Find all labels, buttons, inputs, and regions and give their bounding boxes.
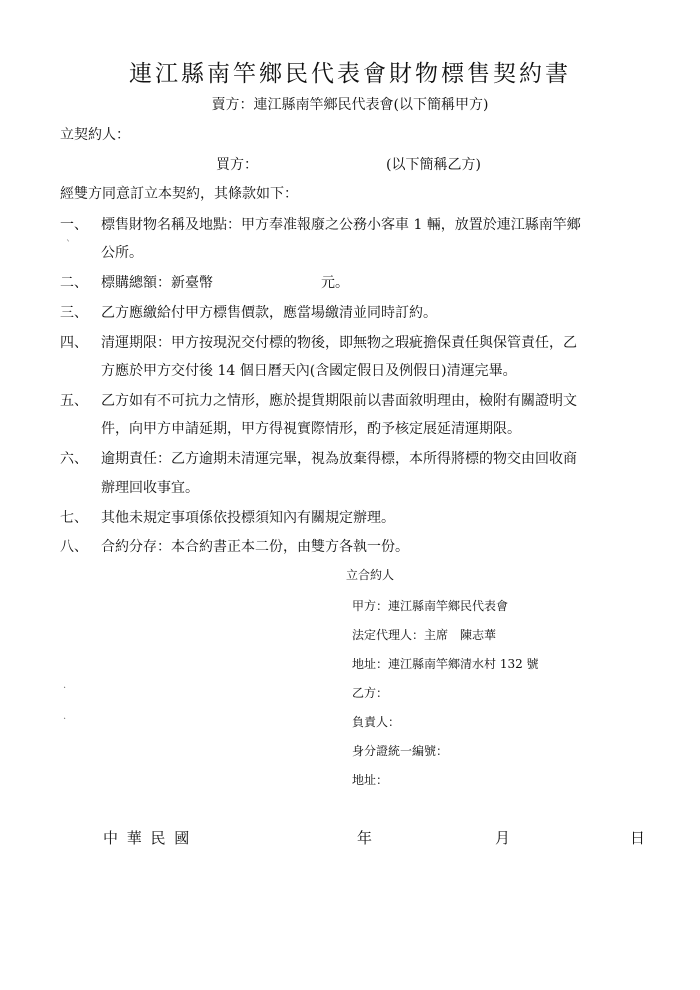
clause-number: 六、 [60,451,88,467]
clause-number: 四、 [60,335,88,351]
responsible-person: 負責人： [352,715,401,729]
representative: 法定代理人：主席 陳志華 [352,628,497,642]
party-a: 甲方：連江縣南竿鄉民代表會 [352,599,509,613]
id-number: 身分證統一編號： [352,744,449,758]
clause-number: 七、 [60,510,88,526]
clause-text: 乙方如有不可抗力之情形，應於提貨期限前以書面敘明理由，檢附有關證明文 [101,393,577,409]
clause-text: 標購總額：新臺幣 [101,275,213,291]
clause-text: 公所。 [101,245,143,261]
clause-number: 二、 [60,275,88,291]
seller-line: 賣方：連江縣南竿鄉民代表會(以下簡稱甲方) [211,97,489,113]
margin-mark: · [63,683,67,694]
clause-text: 標售財物名稱及地點：甲方奉准報廢之公務小客車 1 輛，放置於連江縣南竿鄉 [101,217,581,233]
clause-text: 元。 [321,275,349,291]
clause-text: 乙方應繳給付甲方標售價款，應當場繳清並同時訂約。 [101,305,437,321]
date-day: 日 [630,829,646,847]
document-title: 連江縣南竿鄉民代表會財物標售契約書 [129,61,571,87]
signature-heading: 立合約人 [346,568,395,582]
clause-text: 清運期限：甲方按現況交付標的物後，即無物之瑕疵擔保責任與保管責任，乙 [101,335,577,351]
date-era: 中 華 民 國 [103,829,192,847]
intro-text: 經雙方同意訂立本契約，其條款如下： [60,186,298,202]
clause-number: 五、 [60,393,88,409]
buyer-suffix: (以下簡稱乙方) [386,157,481,173]
clause-number: 八、 [60,539,88,555]
clause-text: 件，向甲方申請延期，甲方得視實際情形，酌予核定展延清運期限。 [101,421,521,437]
margin-mark: . [63,711,67,722]
clause-text: 合約分存：本合約書正本二份，由雙方各執一份。 [101,539,409,555]
date-month: 月 [495,829,511,847]
margin-mark: ` [66,240,71,251]
parties-label: 立契約人： [60,127,130,143]
clause-text: 其他未規定事項係依投標須知內有關規定辦理。 [101,510,395,526]
address-b: 地址： [352,773,389,787]
buyer-label: 買方： [216,157,258,173]
date-year: 年 [357,829,373,847]
clause-text: 方應於甲方交付後 14 個日曆天內(含國定假日及例假日)清運完畢。 [101,363,517,379]
clause-number: 三、 [60,305,88,321]
party-b: 乙方： [352,686,389,700]
address-a: 地址：連江縣南竿鄉清水村 132 號 [352,657,539,671]
clause-text: 逾期責任：乙方逾期未清運完畢，視為放棄得標，本所得將標的物交由回收商 [101,451,577,467]
clause-text: 辦理回收事宜。 [101,480,199,496]
clause-number: 一、 [60,217,88,233]
